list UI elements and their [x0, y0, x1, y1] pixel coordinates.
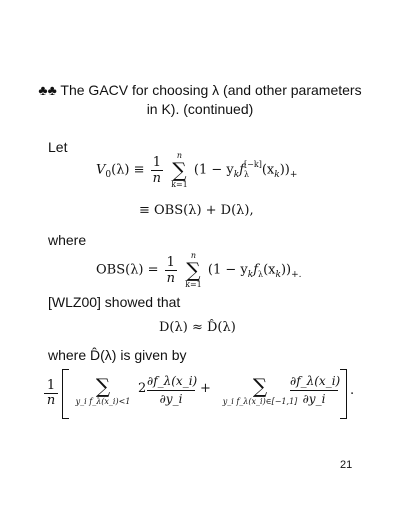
equation-obs: OBS(λ) = $\frac{1}{n}$ n ∑ k=1 $(1 - y_kf_\lambda(x_k))_{+.}$ [96, 251, 302, 289]
where-label: where [48, 232, 87, 248]
page-number: 21 [340, 459, 353, 471]
title-line-2: in K). (continued) [146, 101, 254, 117]
summation: n ∑ k=1 [171, 151, 188, 189]
clubs-icon: ♣♣ [38, 82, 57, 98]
equation-d-approx: D(λ) ≈ D̂(λ) [159, 320, 236, 335]
partial-fraction-2: ∂f_λ(x_i) ∂y_i [290, 374, 341, 406]
coefficient-2: 2 [138, 381, 147, 396]
plus-sign: + [200, 381, 211, 396]
equation-obs-plus-d: ≡ OBS(λ) + D(λ), [139, 203, 254, 218]
summation: n ∑ k=1 [185, 251, 202, 289]
slide-title [0, 81, 400, 100]
fraction-1-over-n: $\frac{1}{n}$ [152, 154, 162, 186]
where-dhat-label: where D̂(λ) is given by [48, 347, 187, 363]
wlz-statement: [WLZ00] showed that [48, 294, 181, 310]
right-bracket [340, 369, 347, 419]
let-label: Let [48, 139, 68, 155]
fraction-1-over-n: 1 n [44, 379, 58, 408]
partial-fraction-1: ∂f_λ(x_i) ∂y_i [147, 374, 198, 406]
fraction-1-over-n: $\frac{1}{n}$ [166, 254, 175, 286]
summation-2: ∑ y_i f_λ(x_i)∈[−1,1] [222, 374, 298, 406]
equation-v0: $V_0(\lambda)$ ≡ $\frac{1}{n}$ n ∑ k=1 ($1 - y_kf$ [−k] λ $(x_k))_+$ [96, 151, 298, 189]
period: . [350, 383, 355, 398]
title-line-1: The GACV for choosing λ (and other parameters [60, 82, 362, 98]
summation-1: ∑ y_i f_λ(x_i)<1 [75, 374, 131, 406]
equation-dhat [44, 369, 364, 419]
